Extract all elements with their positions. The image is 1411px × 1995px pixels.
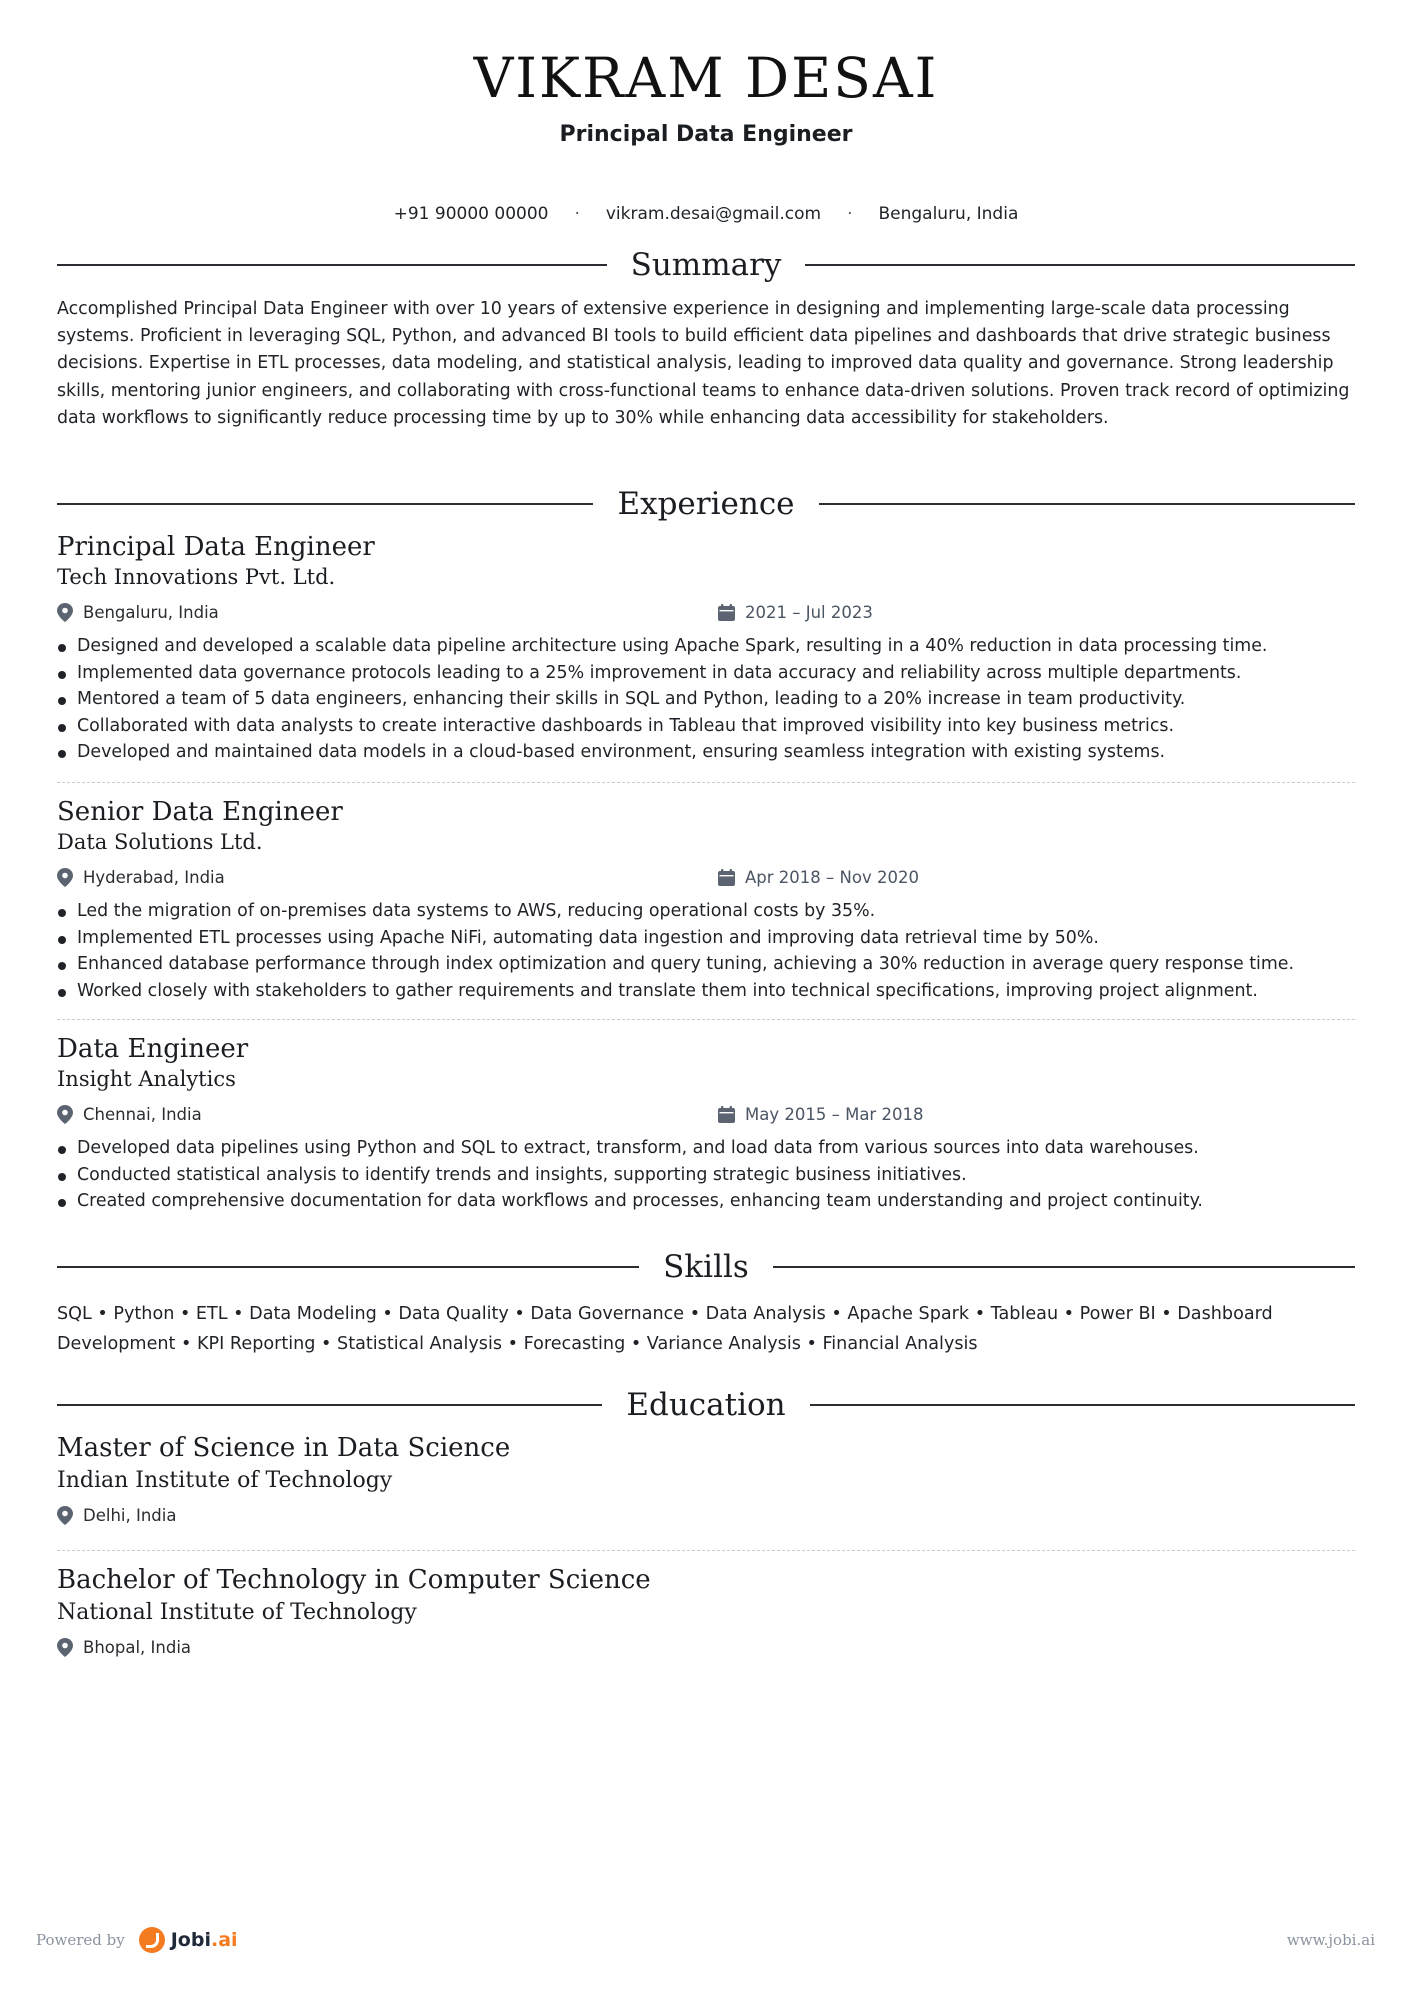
job-location	[57, 868, 225, 887]
job-company: Data Solutions Ltd.	[57, 830, 263, 854]
job-dates	[718, 1105, 923, 1124]
location-pin-icon	[57, 1506, 73, 1525]
experience-entry	[57, 531, 1355, 766]
candidate-title: Principal Data Engineer	[559, 122, 853, 147]
education-entry	[57, 1432, 1355, 1532]
location-pin-icon	[57, 868, 73, 887]
jobi-logo-icon	[139, 1927, 165, 1953]
logo-suffix: .ai	[210, 1929, 238, 1951]
heading-rule	[810, 1404, 1355, 1406]
education-location	[57, 1638, 191, 1657]
education-meta	[57, 1638, 1355, 1664]
section-title: Summary	[630, 247, 782, 283]
section-heading-skills	[57, 1245, 1355, 1289]
dates-text: Apr 2018 – Nov 2020	[745, 868, 919, 887]
education-location	[57, 1506, 176, 1525]
powered-by-text: Powered by	[36, 1931, 125, 1949]
job-bullets	[57, 633, 1355, 766]
heading-rule	[57, 1404, 602, 1406]
location-text: Chennai, India	[83, 1105, 202, 1124]
contact-phone: +91 90000 00000	[393, 204, 549, 224]
education-entry	[57, 1564, 1355, 1664]
location-pin-icon	[57, 1638, 73, 1657]
education-meta	[57, 1506, 1355, 1532]
heading-rule	[57, 503, 593, 505]
job-bullets	[57, 898, 1355, 1004]
job-location	[57, 603, 219, 622]
experience-entry	[57, 1033, 1355, 1215]
bullet-item: Designed and developed a scalable data pipeline architecture using Apache Spark, resulting in a 40% reduction in data processing time.	[57, 633, 1355, 660]
bullet-item: Collaborated with data analysts to create interactive dashboards in Tableau that improved visibility into key business metrics.	[57, 713, 1355, 740]
location-text: Bengaluru, India	[83, 603, 219, 622]
jobi-logo-text	[171, 1929, 238, 1951]
heading-rule	[773, 1266, 1355, 1268]
job-company: Insight Analytics	[57, 1067, 236, 1091]
job-title: Principal Data Engineer	[57, 532, 375, 562]
bullet-item: Developed and maintained data models in a cloud-based environment, ensuring seamless integration with existing systems.	[57, 739, 1355, 766]
section-title: Education	[626, 1387, 786, 1423]
contact-separator: ·	[574, 204, 580, 224]
footer-branding[interactable]	[36, 1927, 238, 1953]
dates-text: May 2015 – Mar 2018	[745, 1105, 924, 1124]
section-heading-experience	[57, 482, 1355, 526]
section-title: Skills	[663, 1249, 749, 1285]
job-bullets	[57, 1135, 1355, 1215]
bullet-item: Implemented ETL processes using Apache NiFi, automating data ingestion and improving data retrieval time by 50%.	[57, 925, 1355, 952]
education-school: Indian Institute of Technology	[57, 1468, 393, 1493]
job-title: Data Engineer	[57, 1034, 249, 1064]
job-title: Senior Data Engineer	[57, 797, 343, 827]
entry-divider	[57, 1019, 1355, 1020]
calendar-icon	[718, 1106, 735, 1123]
location-text: Bhopal, India	[83, 1638, 192, 1657]
bullet-item: Developed data pipelines using Python and SQL to extract, transform, and load data from various sources into data warehouses.	[57, 1135, 1355, 1162]
dates-text: 2021 – Jul 2023	[745, 603, 873, 622]
location-pin-icon	[57, 1105, 73, 1124]
contact-line	[57, 202, 1355, 226]
job-location	[57, 1105, 202, 1124]
section-heading-education	[57, 1383, 1355, 1427]
skills-list: SQL • Python • ETL • Data Modeling • Data Quality • Data Governance • Data Analysis • Apache Spark • Tableau • Power BI • Dashboard Development • KPI Reporting • Statistical Analysis • Forecasting • Variance Analysis • Financial Analysis	[57, 1304, 1273, 1354]
education-school: National Institute of Technology	[57, 1600, 417, 1625]
bullet-item: Created comprehensive documentation for data workflows and processes, enhancing team understanding and project continuity.	[57, 1188, 1355, 1215]
footer-url-link[interactable]: www.jobi.ai	[1286, 1931, 1375, 1949]
job-meta	[57, 603, 1355, 629]
bullet-item: Mentored a team of 5 data engineers, enhancing their skills in SQL and Python, leading to a 20% increase in team productivity.	[57, 686, 1355, 713]
heading-rule	[819, 503, 1355, 505]
location-text: Hyderabad, India	[83, 868, 225, 887]
contact-separator: ·	[847, 204, 853, 224]
calendar-icon	[718, 604, 735, 621]
heading-rule	[57, 1266, 639, 1268]
bullet-item: Enhanced database performance through index optimization and query tuning, achieving a 30% reduction in average query response time.	[57, 951, 1355, 978]
experience-entry	[57, 796, 1355, 1004]
contact-email: vikram.desai@gmail.com	[605, 204, 822, 224]
logo-main: Jobi	[170, 1929, 211, 1951]
contact-location: Bengaluru, India	[878, 204, 1019, 224]
section-heading-summary	[57, 243, 1355, 287]
bullet-item: Led the migration of on-premises data systems to AWS, reducing operational costs by 35%.	[57, 898, 1355, 925]
job-company: Tech Innovations Pvt. Ltd.	[57, 565, 336, 589]
bullet-item: Conducted statistical analysis to identify trends and insights, supporting strategic business initiatives.	[57, 1162, 1355, 1189]
location-text: Delhi, India	[83, 1506, 177, 1525]
heading-rule	[57, 264, 607, 266]
entry-divider	[57, 1550, 1355, 1551]
job-dates	[718, 603, 873, 622]
job-dates	[718, 868, 919, 887]
job-meta	[57, 868, 1355, 894]
summary-text: Accomplished Principal Data Engineer with over 10 years of extensive experience in designing and implementing large-scale data processing systems. Proficient in leveraging SQL, Python, and advanced BI tools to build efficient data pipelines and dashboards that drive strategic business decisions. Expertise in ETL processes, data modeling, and statistical analysis, leading to improved data quality and governance. Strong leadership skills, mentoring junior engineers, and collaborating with cross-functional teams to enhance data-driven solutions. Proven track record of optimizing data workflows to significantly reduce processing time by up to 30% while enhancing data accessibility for stakeholders.	[57, 299, 1350, 428]
heading-rule	[805, 264, 1355, 266]
job-meta	[57, 1105, 1355, 1131]
location-pin-icon	[57, 603, 73, 622]
education-degree: Master of Science in Data Science	[57, 1433, 511, 1463]
bullet-item: Worked closely with stakeholders to gather requirements and translate them into technical specifications, improving project alignment.	[57, 978, 1355, 1005]
bullet-item: Implemented data governance protocols leading to a 25% improvement in data accuracy and reliability across multiple departments.	[57, 660, 1355, 687]
calendar-icon	[718, 869, 735, 886]
education-degree: Bachelor of Technology in Computer Science	[57, 1565, 651, 1595]
section-title: Experience	[617, 486, 795, 522]
entry-divider	[57, 782, 1355, 783]
candidate-name: VIKRAM DESAI	[473, 46, 939, 110]
